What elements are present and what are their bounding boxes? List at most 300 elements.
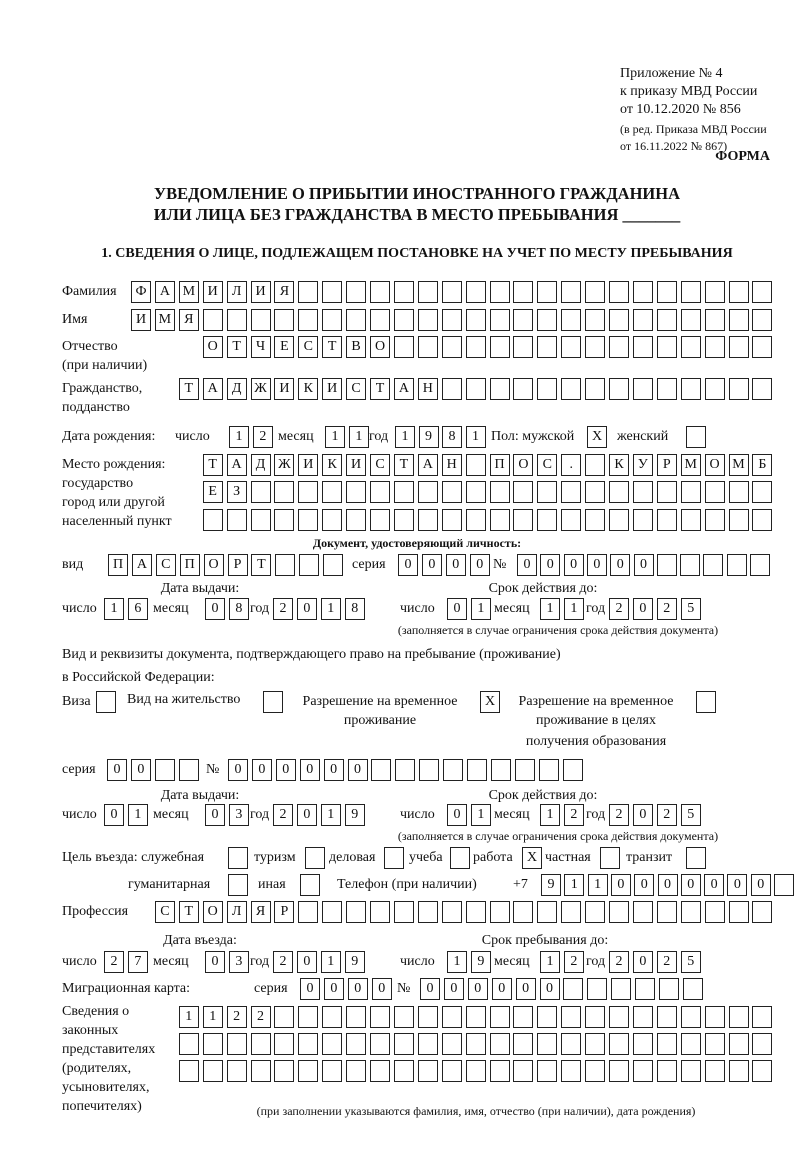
char-box[interactable]: 5	[681, 598, 701, 620]
char-box[interactable]: А	[132, 554, 152, 576]
char-box[interactable]: 2	[273, 951, 293, 973]
char-box[interactable]: 2	[253, 426, 273, 448]
char-box[interactable]	[370, 1033, 390, 1055]
char-box[interactable]	[228, 874, 248, 896]
char-box[interactable]	[513, 1060, 533, 1082]
char-box[interactable]: 0	[447, 804, 467, 826]
char-box[interactable]	[274, 309, 294, 331]
char-box[interactable]	[752, 901, 772, 923]
char-box[interactable]: И	[346, 454, 366, 476]
char-box[interactable]	[298, 1060, 318, 1082]
char-box[interactable]	[657, 1060, 677, 1082]
char-box[interactable]: 1	[229, 426, 249, 448]
char-box[interactable]: И	[203, 281, 223, 303]
char-box[interactable]: Т	[251, 554, 271, 576]
char-box[interactable]	[633, 1033, 653, 1055]
char-box[interactable]: 2	[609, 951, 629, 973]
char-box[interactable]: 0	[681, 874, 701, 896]
char-box[interactable]: 0	[276, 759, 296, 781]
char-box[interactable]	[394, 336, 414, 358]
char-box[interactable]	[609, 378, 629, 400]
char-box[interactable]	[442, 481, 462, 503]
char-box[interactable]	[274, 1033, 294, 1055]
char-box[interactable]: Т	[394, 454, 414, 476]
char-box[interactable]: 0	[751, 874, 771, 896]
char-box[interactable]	[609, 1006, 629, 1028]
char-box[interactable]	[585, 1060, 605, 1082]
char-box[interactable]: О	[513, 454, 533, 476]
char-box[interactable]	[96, 691, 116, 713]
char-box[interactable]: 8	[229, 598, 249, 620]
char-box[interactable]: Д	[251, 454, 271, 476]
char-box[interactable]	[729, 336, 749, 358]
char-box[interactable]	[752, 1006, 772, 1028]
char-box[interactable]	[657, 336, 677, 358]
char-box[interactable]: Я	[179, 309, 199, 331]
char-box[interactable]	[600, 847, 620, 869]
char-box[interactable]: У	[633, 454, 653, 476]
char-box[interactable]	[370, 481, 390, 503]
char-box[interactable]	[515, 759, 535, 781]
char-box[interactable]	[203, 1033, 223, 1055]
char-box[interactable]	[491, 759, 511, 781]
char-box[interactable]	[561, 509, 581, 531]
char-box[interactable]	[752, 1033, 772, 1055]
char-box[interactable]	[251, 309, 271, 331]
char-box[interactable]	[274, 509, 294, 531]
char-box[interactable]: С	[370, 454, 390, 476]
char-box[interactable]: 0	[611, 874, 631, 896]
char-box[interactable]	[443, 759, 463, 781]
char-box[interactable]	[370, 281, 390, 303]
char-box[interactable]	[774, 874, 794, 896]
char-box[interactable]	[686, 426, 706, 448]
char-box[interactable]: И	[322, 378, 342, 400]
char-box[interactable]	[680, 554, 700, 576]
char-box[interactable]	[298, 901, 318, 923]
char-box[interactable]	[561, 481, 581, 503]
char-box[interactable]: О	[203, 336, 223, 358]
char-box[interactable]	[370, 509, 390, 531]
char-box[interactable]: А	[418, 454, 438, 476]
char-box[interactable]	[418, 336, 438, 358]
char-box[interactable]: 2	[104, 951, 124, 973]
char-box[interactable]	[203, 1060, 223, 1082]
char-box[interactable]	[322, 281, 342, 303]
char-box[interactable]: Я	[274, 281, 294, 303]
char-box[interactable]	[394, 481, 414, 503]
char-box[interactable]	[322, 1033, 342, 1055]
char-box[interactable]	[681, 509, 701, 531]
char-box[interactable]: 0	[444, 978, 464, 1000]
char-box[interactable]	[681, 481, 701, 503]
char-box[interactable]	[418, 901, 438, 923]
char-box[interactable]	[394, 901, 414, 923]
char-box[interactable]: И	[298, 454, 318, 476]
char-box[interactable]: 0	[205, 951, 225, 973]
char-box[interactable]	[418, 1033, 438, 1055]
char-box[interactable]: 0	[348, 978, 368, 1000]
char-box[interactable]	[633, 1006, 653, 1028]
char-box[interactable]: 2	[657, 804, 677, 826]
char-box[interactable]: 5	[681, 951, 701, 973]
char-box[interactable]: X	[587, 426, 607, 448]
char-box[interactable]: X	[480, 691, 500, 713]
char-box[interactable]	[346, 481, 366, 503]
char-box[interactable]	[752, 309, 772, 331]
char-box[interactable]: 2	[564, 804, 584, 826]
char-box[interactable]	[466, 378, 486, 400]
char-box[interactable]: 1	[471, 804, 491, 826]
char-box[interactable]	[442, 1060, 462, 1082]
char-box[interactable]: 0	[104, 804, 124, 826]
char-box[interactable]: 0	[633, 951, 653, 973]
char-box[interactable]	[561, 309, 581, 331]
char-box[interactable]	[729, 1006, 749, 1028]
char-box[interactable]	[752, 336, 772, 358]
char-box[interactable]: С	[537, 454, 557, 476]
char-box[interactable]	[442, 1006, 462, 1028]
char-box[interactable]: 0	[228, 759, 248, 781]
char-box[interactable]: П	[490, 454, 510, 476]
char-box[interactable]	[696, 691, 716, 713]
char-box[interactable]	[228, 847, 248, 869]
char-box[interactable]	[561, 1033, 581, 1055]
char-box[interactable]	[442, 509, 462, 531]
char-box[interactable]: 0	[517, 554, 537, 576]
char-box[interactable]	[537, 1006, 557, 1028]
char-box[interactable]: 0	[633, 804, 653, 826]
char-box[interactable]	[322, 509, 342, 531]
char-box[interactable]: 1	[471, 598, 491, 620]
char-box[interactable]: Т	[203, 454, 223, 476]
char-box[interactable]: 0	[300, 978, 320, 1000]
char-box[interactable]	[490, 1033, 510, 1055]
char-box[interactable]: И	[251, 281, 271, 303]
char-box[interactable]	[322, 1006, 342, 1028]
char-box[interactable]: .	[561, 454, 581, 476]
char-box[interactable]: 7	[128, 951, 148, 973]
char-box[interactable]: 0	[372, 978, 392, 1000]
char-box[interactable]	[466, 454, 486, 476]
char-box[interactable]: А	[155, 281, 175, 303]
char-box[interactable]	[681, 281, 701, 303]
char-box[interactable]	[274, 1006, 294, 1028]
char-box[interactable]: 0	[398, 554, 418, 576]
char-box[interactable]: А	[203, 378, 223, 400]
char-box[interactable]	[179, 1033, 199, 1055]
char-box[interactable]	[537, 509, 557, 531]
char-box[interactable]	[418, 309, 438, 331]
char-box[interactable]	[681, 336, 701, 358]
char-box[interactable]: 0	[658, 874, 678, 896]
char-box[interactable]	[657, 901, 677, 923]
char-box[interactable]	[609, 1060, 629, 1082]
char-box[interactable]: Н	[418, 378, 438, 400]
char-box[interactable]: 1	[321, 951, 341, 973]
char-box[interactable]	[609, 281, 629, 303]
char-box[interactable]: 1	[179, 1006, 199, 1028]
char-box[interactable]	[513, 509, 533, 531]
char-box[interactable]	[490, 309, 510, 331]
char-box[interactable]: 2	[564, 951, 584, 973]
char-box[interactable]: П	[180, 554, 200, 576]
char-box[interactable]	[418, 481, 438, 503]
char-box[interactable]	[752, 509, 772, 531]
char-box[interactable]	[442, 281, 462, 303]
char-box[interactable]	[537, 1033, 557, 1055]
char-box[interactable]: Т	[227, 336, 247, 358]
char-box[interactable]: К	[322, 454, 342, 476]
char-box[interactable]	[609, 509, 629, 531]
char-box[interactable]: С	[298, 336, 318, 358]
char-box[interactable]: О	[370, 336, 390, 358]
char-box[interactable]	[657, 1033, 677, 1055]
char-box[interactable]	[466, 309, 486, 331]
char-box[interactable]: С	[155, 901, 175, 923]
char-box[interactable]	[657, 281, 677, 303]
char-box[interactable]	[633, 1060, 653, 1082]
char-box[interactable]: 0	[131, 759, 151, 781]
char-box[interactable]: 0	[107, 759, 127, 781]
char-box[interactable]	[466, 901, 486, 923]
char-box[interactable]: Р	[228, 554, 248, 576]
char-box[interactable]: Т	[322, 336, 342, 358]
char-box[interactable]	[705, 481, 725, 503]
char-box[interactable]	[609, 481, 629, 503]
char-box[interactable]: 0	[297, 804, 317, 826]
char-box[interactable]	[705, 1033, 725, 1055]
char-box[interactable]	[227, 509, 247, 531]
char-box[interactable]	[346, 1033, 366, 1055]
char-box[interactable]: 2	[657, 951, 677, 973]
char-box[interactable]	[467, 759, 487, 781]
char-box[interactable]	[729, 281, 749, 303]
char-box[interactable]: Ч	[251, 336, 271, 358]
char-box[interactable]	[537, 378, 557, 400]
char-box[interactable]: 1	[128, 804, 148, 826]
char-box[interactable]	[203, 309, 223, 331]
char-box[interactable]	[418, 509, 438, 531]
char-box[interactable]: 0	[564, 554, 584, 576]
char-box[interactable]: 0	[634, 554, 654, 576]
char-box[interactable]	[298, 1006, 318, 1028]
char-box[interactable]	[298, 481, 318, 503]
char-box[interactable]	[346, 509, 366, 531]
char-box[interactable]	[442, 309, 462, 331]
char-box[interactable]	[609, 901, 629, 923]
char-box[interactable]: 2	[227, 1006, 247, 1028]
char-box[interactable]: 0	[587, 554, 607, 576]
char-box[interactable]	[585, 509, 605, 531]
char-box[interactable]: 5	[681, 804, 701, 826]
char-box[interactable]	[585, 901, 605, 923]
char-box[interactable]	[227, 1060, 247, 1082]
char-box[interactable]: 2	[609, 598, 629, 620]
char-box[interactable]: 3	[229, 804, 249, 826]
char-box[interactable]	[657, 481, 677, 503]
char-box[interactable]	[681, 1006, 701, 1028]
char-box[interactable]: 0	[634, 874, 654, 896]
char-box[interactable]: Т	[179, 901, 199, 923]
char-box[interactable]	[609, 1033, 629, 1055]
char-box[interactable]: 6	[128, 598, 148, 620]
char-box[interactable]: 8	[442, 426, 462, 448]
char-box[interactable]	[466, 1006, 486, 1028]
char-box[interactable]	[179, 1060, 199, 1082]
char-box[interactable]	[263, 691, 283, 713]
char-box[interactable]	[227, 1033, 247, 1055]
char-box[interactable]: Т	[179, 378, 199, 400]
char-box[interactable]	[537, 281, 557, 303]
char-box[interactable]	[466, 281, 486, 303]
char-box[interactable]	[729, 481, 749, 503]
char-box[interactable]	[729, 309, 749, 331]
char-box[interactable]	[657, 378, 677, 400]
char-box[interactable]	[251, 509, 271, 531]
char-box[interactable]	[442, 378, 462, 400]
char-box[interactable]	[466, 1060, 486, 1082]
char-box[interactable]	[490, 378, 510, 400]
char-box[interactable]: Л	[227, 281, 247, 303]
char-box[interactable]: 1	[447, 951, 467, 973]
char-box[interactable]	[729, 509, 749, 531]
char-box[interactable]: 9	[541, 874, 561, 896]
char-box[interactable]	[490, 281, 510, 303]
char-box[interactable]: З	[227, 481, 247, 503]
char-box[interactable]: 1	[564, 598, 584, 620]
char-box[interactable]	[537, 1060, 557, 1082]
char-box[interactable]	[681, 1033, 701, 1055]
char-box[interactable]: М	[179, 281, 199, 303]
char-box[interactable]	[466, 509, 486, 531]
char-box[interactable]	[513, 336, 533, 358]
char-box[interactable]	[561, 281, 581, 303]
char-box[interactable]	[179, 759, 199, 781]
char-box[interactable]: 9	[419, 426, 439, 448]
char-box[interactable]: 0	[540, 978, 560, 1000]
char-box[interactable]: В	[346, 336, 366, 358]
char-box[interactable]: 2	[251, 1006, 271, 1028]
char-box[interactable]	[657, 309, 677, 331]
char-box[interactable]: Л	[227, 901, 247, 923]
char-box[interactable]	[275, 554, 295, 576]
char-box[interactable]: 9	[471, 951, 491, 973]
char-box[interactable]	[681, 1060, 701, 1082]
char-box[interactable]: Н	[442, 454, 462, 476]
char-box[interactable]	[513, 378, 533, 400]
char-box[interactable]	[466, 481, 486, 503]
char-box[interactable]	[705, 309, 725, 331]
char-box[interactable]	[370, 1006, 390, 1028]
char-box[interactable]: Ф	[131, 281, 151, 303]
char-box[interactable]	[537, 336, 557, 358]
char-box[interactable]	[563, 759, 583, 781]
char-box[interactable]	[323, 554, 343, 576]
char-box[interactable]: 9	[345, 951, 365, 973]
char-box[interactable]	[418, 1060, 438, 1082]
char-box[interactable]	[513, 309, 533, 331]
char-box[interactable]	[705, 336, 725, 358]
char-box[interactable]: 0	[348, 759, 368, 781]
char-box[interactable]	[657, 509, 677, 531]
char-box[interactable]: М	[155, 309, 175, 331]
char-box[interactable]	[705, 509, 725, 531]
char-box[interactable]	[611, 978, 631, 1000]
char-box[interactable]	[633, 336, 653, 358]
char-box[interactable]	[490, 481, 510, 503]
char-box[interactable]: 1	[203, 1006, 223, 1028]
char-box[interactable]	[561, 378, 581, 400]
char-box[interactable]: Р	[274, 901, 294, 923]
char-box[interactable]: Д	[227, 378, 247, 400]
char-box[interactable]: 1	[349, 426, 369, 448]
char-box[interactable]: X	[522, 847, 542, 869]
char-box[interactable]	[370, 309, 390, 331]
char-box[interactable]: 1	[540, 598, 560, 620]
char-box[interactable]	[322, 309, 342, 331]
char-box[interactable]	[394, 1033, 414, 1055]
char-box[interactable]: 1	[321, 598, 341, 620]
char-box[interactable]	[394, 281, 414, 303]
char-box[interactable]: Ж	[274, 454, 294, 476]
char-box[interactable]: Е	[274, 336, 294, 358]
char-box[interactable]	[609, 309, 629, 331]
char-box[interactable]: 9	[345, 804, 365, 826]
char-box[interactable]	[490, 1006, 510, 1028]
char-box[interactable]: 2	[609, 804, 629, 826]
char-box[interactable]	[346, 1006, 366, 1028]
char-box[interactable]	[561, 336, 581, 358]
char-box[interactable]	[418, 281, 438, 303]
char-box[interactable]	[394, 1006, 414, 1028]
char-box[interactable]	[490, 901, 510, 923]
char-box[interactable]	[490, 336, 510, 358]
char-box[interactable]: 3	[229, 951, 249, 973]
char-box[interactable]	[659, 978, 679, 1000]
char-box[interactable]	[346, 1060, 366, 1082]
char-box[interactable]	[418, 1006, 438, 1028]
char-box[interactable]	[683, 978, 703, 1000]
char-box[interactable]	[752, 378, 772, 400]
char-box[interactable]: 0	[516, 978, 536, 1000]
char-box[interactable]	[466, 336, 486, 358]
char-box[interactable]: 8	[345, 598, 365, 620]
char-box[interactable]	[298, 281, 318, 303]
char-box[interactable]	[705, 1060, 725, 1082]
char-box[interactable]	[657, 554, 677, 576]
char-box[interactable]	[513, 901, 533, 923]
char-box[interactable]	[251, 1060, 271, 1082]
char-box[interactable]: Т	[370, 378, 390, 400]
char-box[interactable]	[298, 309, 318, 331]
char-box[interactable]: 0	[470, 554, 490, 576]
char-box[interactable]	[305, 847, 325, 869]
char-box[interactable]	[633, 481, 653, 503]
char-box[interactable]	[657, 1006, 677, 1028]
char-box[interactable]	[513, 1006, 533, 1028]
char-box[interactable]	[752, 281, 772, 303]
char-box[interactable]: Е	[203, 481, 223, 503]
char-box[interactable]	[609, 336, 629, 358]
char-box[interactable]: 1	[540, 804, 560, 826]
char-box[interactable]	[371, 759, 391, 781]
char-box[interactable]	[727, 554, 747, 576]
char-box[interactable]: 0	[205, 804, 225, 826]
char-box[interactable]: 1	[395, 426, 415, 448]
char-box[interactable]: И	[274, 378, 294, 400]
char-box[interactable]	[561, 1060, 581, 1082]
